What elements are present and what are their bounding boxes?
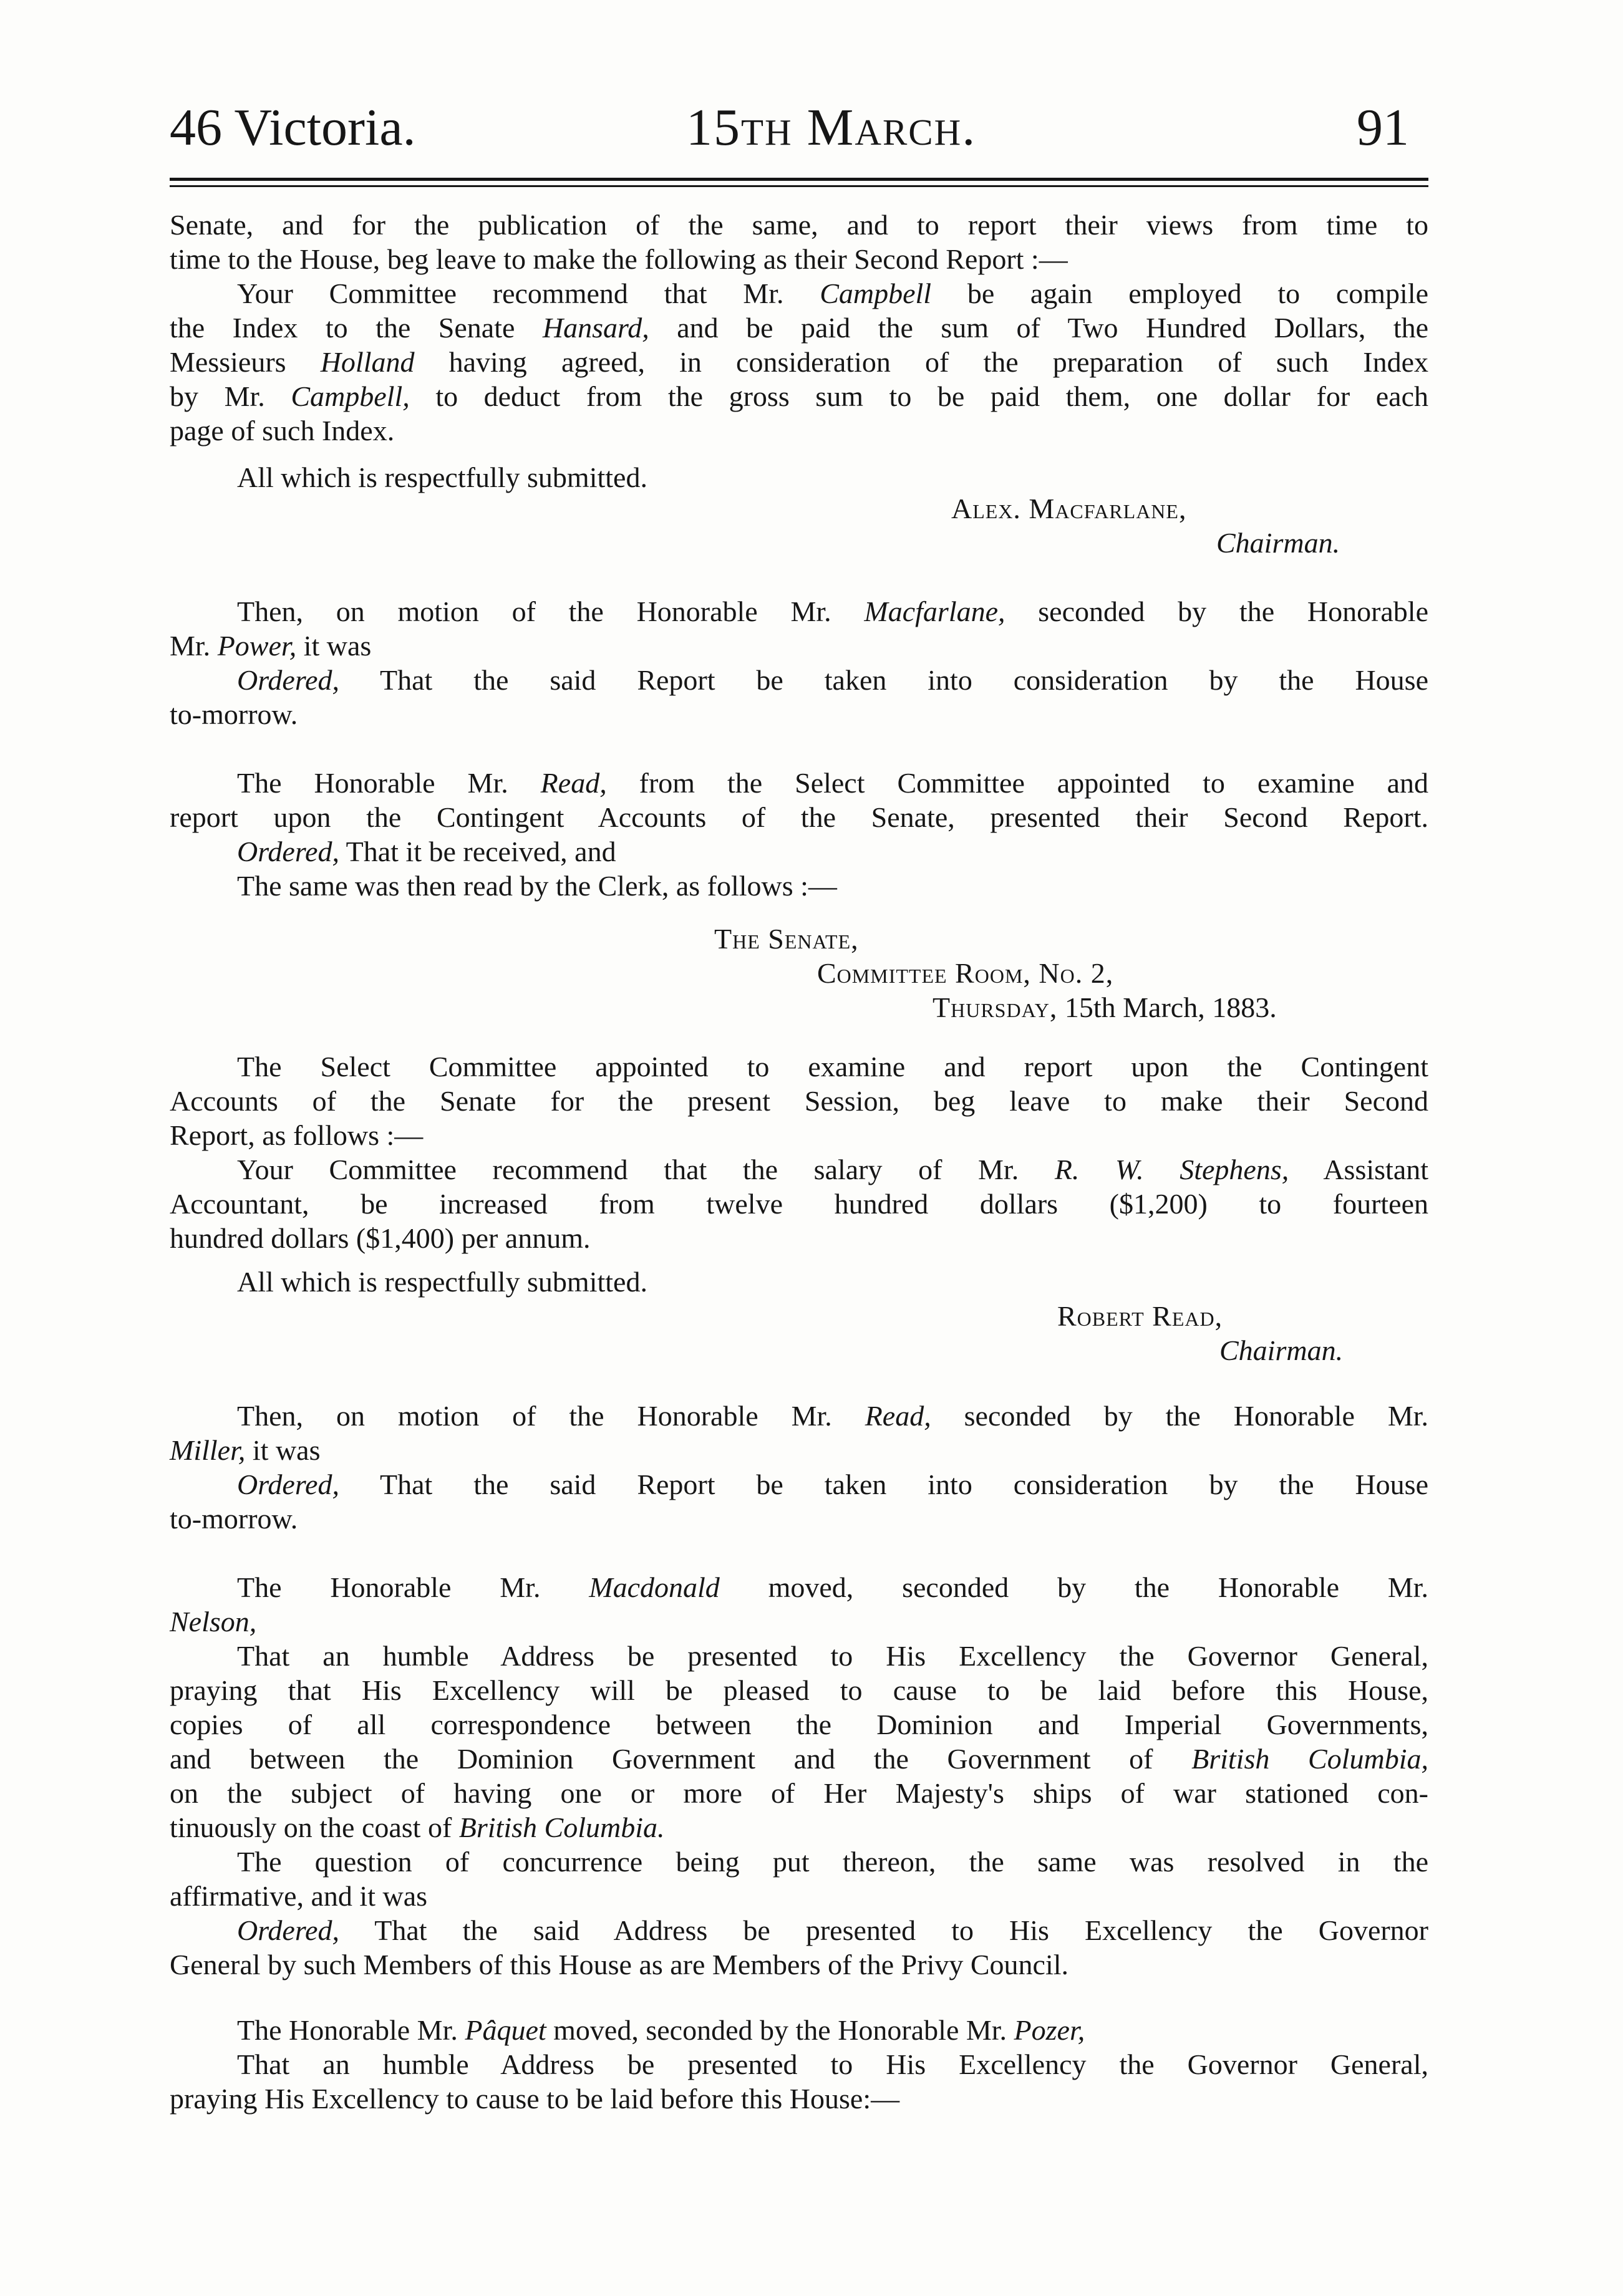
report-heading: The Senate,: [714, 923, 859, 955]
text-line: Your Committee recommend that Mr. Campbell be again employed to compile: [237, 277, 1429, 309]
header-session: 46 Victoria.: [170, 99, 416, 157]
text-line: All which is respectfully submitted.: [237, 1266, 647, 1298]
header-rule: [170, 178, 1428, 181]
text-line: hundred dollars ($1,400) per annum.: [170, 1222, 591, 1254]
text-line: Miller, it was: [170, 1434, 321, 1466]
text-line: copies of all correspondence between the Dominion and Imperial Governments,: [170, 1709, 1428, 1740]
text-line: praying that His Excellency will be pleased to cause to be laid before this House,: [170, 1674, 1428, 1706]
text-line: The Honorable Mr. Pâquet moved, seconded by the Honorable Mr. Pozer,: [237, 2014, 1085, 2046]
signature-title: Chairman.: [1219, 1334, 1344, 1366]
text-line: and between the Dominion Government and the Government of British Columbia,: [170, 1743, 1428, 1775]
text-line: Report, as follows :—: [170, 1119, 424, 1151]
page-number: 91: [1357, 99, 1409, 157]
text-line: The Select Committee appointed to examine and report upon the Contingent: [237, 1051, 1428, 1083]
text-line: Ordered, That it be received, and: [237, 836, 616, 867]
text-line: affirmative, and it was: [170, 1880, 428, 1912]
text-line: to-morrow.: [170, 1503, 298, 1535]
text-line: the Index to the Senate Hansard, and be paid the sum of Two Hundred Dollars, the: [170, 312, 1429, 344]
text-line: Ordered, That the said Report be taken into consideration by the House: [237, 1469, 1428, 1500]
signature-title: Chairman.: [1216, 527, 1340, 559]
text-line: Ordered, That the said Report be taken into consideration by the House: [237, 664, 1428, 696]
signature-name: Robert Read,: [1057, 1300, 1223, 1332]
text-line: to-morrow.: [170, 698, 298, 730]
signature-name: Alex. Macfarlane,: [951, 493, 1187, 524]
text-line: The question of concurrence being put thereon, the same was resolved in the: [237, 1846, 1428, 1878]
text-line: That an humble Address be presented to His Excellency the Governor General,: [237, 2048, 1428, 2080]
report-heading: Thursday, 15th March, 1883.: [933, 991, 1277, 1023]
text-line: All which is respectfully submitted.: [237, 461, 647, 493]
text-line: General by such Members of this House as are Members of the Privy Council.: [170, 1949, 1069, 1980]
text-line: The Honorable Mr. Read, from the Select Committee appointed to examine and: [237, 767, 1428, 799]
text-line: Then, on motion of the Honorable Mr. Read, seconded by the Honorable Mr.: [237, 1400, 1429, 1432]
text-line: Your Committee recommend that the salary of Mr. R. W. Stephens, Assistant: [237, 1154, 1429, 1185]
header-rule-thin: [170, 185, 1428, 187]
text-line: report upon the Contingent Accounts of the Senate, presented their Second Report.: [170, 801, 1428, 833]
text-line: page of such Index.: [170, 415, 395, 446]
text-line: The same was then read by the Clerk, as follows :—: [237, 870, 837, 902]
text-line: time to the House, beg leave to make the following as their Second Report :—: [170, 243, 1068, 275]
text-line: tinuously on the coast of British Columbia.: [170, 1811, 665, 1843]
text-line: praying His Excellency to cause to be laid before this House:—: [170, 2083, 900, 2115]
text-line: That an humble Address be presented to His Excellency the Governor General,: [237, 1640, 1428, 1672]
text-line: Then, on motion of the Honorable Mr. Macfarlane, seconded by the Honorable: [237, 596, 1429, 627]
text-line: Accountant, be increased from twelve hundred dollars ($1,200) to fourteen: [170, 1188, 1428, 1220]
text-line: Accounts of the Senate for the present Session, beg leave to make their Second: [170, 1085, 1428, 1117]
report-heading: Committee Room, No. 2,: [817, 957, 1114, 989]
header-date: 15th March.: [686, 99, 977, 157]
text-line: Ordered, That the said Address be presented to His Excellency the Governor: [237, 1914, 1429, 1946]
text-line: by Mr. Campbell, to deduct from the gross sum to be paid them, one dollar for each: [170, 380, 1429, 412]
text-line: Nelson,: [170, 1606, 257, 1638]
text-line: The Honorable Mr. Macdonald moved, seconded by the Honorable Mr.: [237, 1571, 1429, 1603]
text-line: on the subject of having one or more of Her Majesty's ships of war stationed con-: [170, 1777, 1428, 1809]
text-line: Mr. Power, it was: [170, 630, 372, 662]
text-line: Messieurs Holland having agreed, in consideration of the preparation of such Index: [170, 346, 1429, 378]
text-line: Senate, and for the publication of the same, and to report their views from time to: [170, 209, 1428, 241]
